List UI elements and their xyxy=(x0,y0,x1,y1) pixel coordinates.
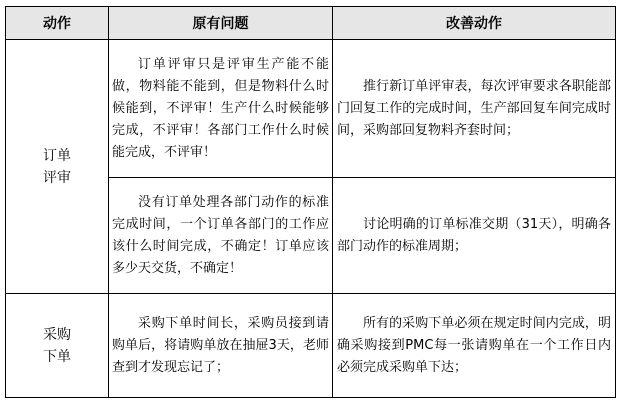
problem-cell xyxy=(109,40,333,178)
action-label-line1: 采购 xyxy=(43,326,71,343)
action-label-line2: 评审 xyxy=(43,169,71,186)
problem-text: 订单评审只是评审生产能不能做，物料能不能到，但是物料什么时候能到，不评审！生产什么时候能够完成，不评审！各部门工作什么时候能完成，不评审！ xyxy=(112,56,329,160)
improvement-text: 推行新订单评审表，每次评审要求各职能部门回复工作的完成时间，生产部回复车间完成时间，采购部回复物料齐套时间； xyxy=(337,78,611,138)
problem-cell xyxy=(109,178,333,294)
improvement-table xyxy=(5,6,616,398)
problem-text: 没有订单处理各部门动作的标准完成时间，一个订单各部门的工作应该什么时间完成，不确定！订单应该多少天交货，不确定！ xyxy=(112,194,329,276)
table-row xyxy=(6,294,616,398)
table-header-row xyxy=(6,7,616,40)
improvement-text: 所有的采购下单必须在规定时间内完成，明确采购接到PMC每一张请购单在一个工作日内必须完成采购单下达； xyxy=(337,315,611,375)
action-label-line2: 下单 xyxy=(43,348,71,365)
header-improvement-action: 改善动作 xyxy=(333,7,616,40)
improvement-cell xyxy=(333,40,616,178)
problem-text: 采购下单时间长，采购员接到请购单后，将请购单放在抽屉3天，老师查到才发现忘记了； xyxy=(112,315,329,375)
header-original-problem: 原有问题 xyxy=(109,7,333,40)
action-label-line1: 订单 xyxy=(43,147,71,164)
header-action: 动作 xyxy=(6,7,109,40)
improvement-text: 讨论明确的订单标准交期（31天），明确各部门动作的标准周期； xyxy=(337,216,611,254)
action-cell-purchase-order xyxy=(6,294,109,398)
problem-cell xyxy=(109,294,333,398)
improvement-cell xyxy=(333,178,616,294)
action-cell-order-review xyxy=(6,40,109,294)
improvement-cell xyxy=(333,294,616,398)
table-row xyxy=(6,40,616,178)
